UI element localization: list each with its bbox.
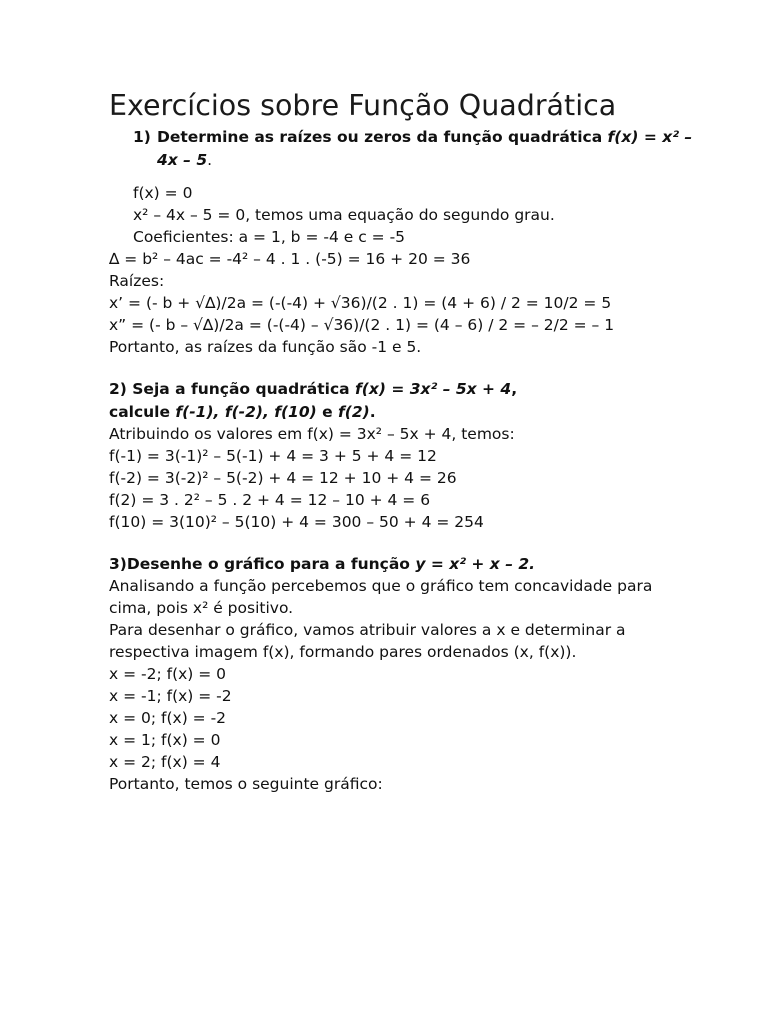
- exercise-1-heading-period: .: [207, 151, 213, 169]
- ex1-line: x² – 4x – 5 = 0, temos uma equação do segundo grau.: [133, 206, 555, 224]
- exercise-3-number: 3): [109, 555, 127, 573]
- ex3-line: Para desenhar o gráfico, vamos atribuir valores a x e determinar a: [109, 621, 626, 639]
- exercise-1-function: f(x) = x² –: [607, 128, 693, 146]
- exercise-2-heading-comma: ,: [511, 380, 518, 398]
- exercise-2-calcule: calcule: [109, 403, 176, 421]
- ex3-line: Analisando a função percebemos que o gráfico tem concavidade para: [109, 577, 653, 595]
- exercise-2-period: .: [369, 403, 376, 421]
- ex1-line: Coeficientes: a = 1, b = -4 e c = -5: [133, 228, 406, 246]
- ex1-line: x” = (- b – √∆)/2a = (-(-4) – √36)/(2 . 1) = (4 – 6) / 2 = – 2/2 = – 1: [109, 316, 615, 334]
- exercise-1-number: 1): [133, 128, 151, 146]
- exercise-2-values: f(-1), f(-2), f(10): [175, 403, 317, 421]
- exercise-2-heading-text: Seja a função quadrática: [126, 380, 356, 398]
- exercise-2-heading: [109, 378, 517, 400]
- ex2-line: Atribuindo os valores em f(x) = 3x² – 5x + 4, temos:: [109, 425, 515, 443]
- ex1-line: f(x) = 0: [133, 184, 193, 202]
- ex3-line: x = 1; f(x) = 0: [109, 731, 221, 749]
- exercise-1-heading-cont: [157, 149, 212, 171]
- exercise-3-heading-text: Desenhe o gráfico para a função: [126, 555, 416, 573]
- ex2-line: f(-2) = 3(-2)² – 5(-2) + 4 = 12 + 10 + 4 = 26: [109, 469, 457, 487]
- exercise-3-function: y = x² + x – 2.: [415, 555, 536, 573]
- ex3-line: x = -1; f(x) = -2: [109, 687, 232, 705]
- exercise-1-heading: [133, 126, 692, 148]
- exercise-2-f2: f(2): [338, 403, 370, 421]
- ex2-line: f(-1) = 3(-1)² – 5(-1) + 4 = 3 + 5 + 4 = 12: [109, 447, 437, 465]
- exercise-3-heading: [109, 553, 535, 575]
- exercise-2-and: e: [316, 403, 339, 421]
- ex3-line: x = 0; f(x) = -2: [109, 709, 227, 727]
- ex3-line: x = -2; f(x) = 0: [109, 665, 227, 683]
- ex1-line: Raízes:: [109, 272, 165, 290]
- exercise-1-function-cont: 4x – 5: [157, 151, 208, 169]
- ex2-line: f(10) = 3(10)² – 5(10) + 4 = 300 – 50 + 4 = 254: [109, 513, 484, 531]
- ex3-line: cima, pois x² é positivo.: [109, 599, 294, 617]
- ex1-line: Portanto, as raízes da função são -1 e 5.: [109, 338, 422, 356]
- ex3-line: Portanto, temos o seguinte gráfico:: [109, 775, 383, 793]
- exercise-2-heading-cont: [109, 401, 376, 423]
- exercise-2-function: f(x) = 3x² – 5x + 4: [355, 380, 512, 398]
- ex1-line: ∆ = b² – 4ac = -4² – 4 . 1 . (-5) = 16 + 20 = 36: [109, 250, 471, 268]
- ex1-line: x’ = (- b + √∆)/2a = (-(-4) + √36)/(2 . 1) = (4 + 6) / 2 = 10/2 = 5: [109, 294, 612, 312]
- exercise-1-heading-text: Determine as raízes ou zeros da função quadrática: [157, 128, 608, 146]
- ex3-line: x = 2; f(x) = 4: [109, 753, 221, 771]
- page-title: Exercícios sobre Função Quadrática: [109, 89, 617, 122]
- ex2-line: f(2) = 3 . 2² – 5 . 2 + 4 = 12 – 10 + 4 = 6: [109, 491, 431, 509]
- ex3-line: respectiva imagem f(x), formando pares ordenados (x, f(x)).: [109, 643, 577, 661]
- exercise-2-number: 2): [109, 380, 127, 398]
